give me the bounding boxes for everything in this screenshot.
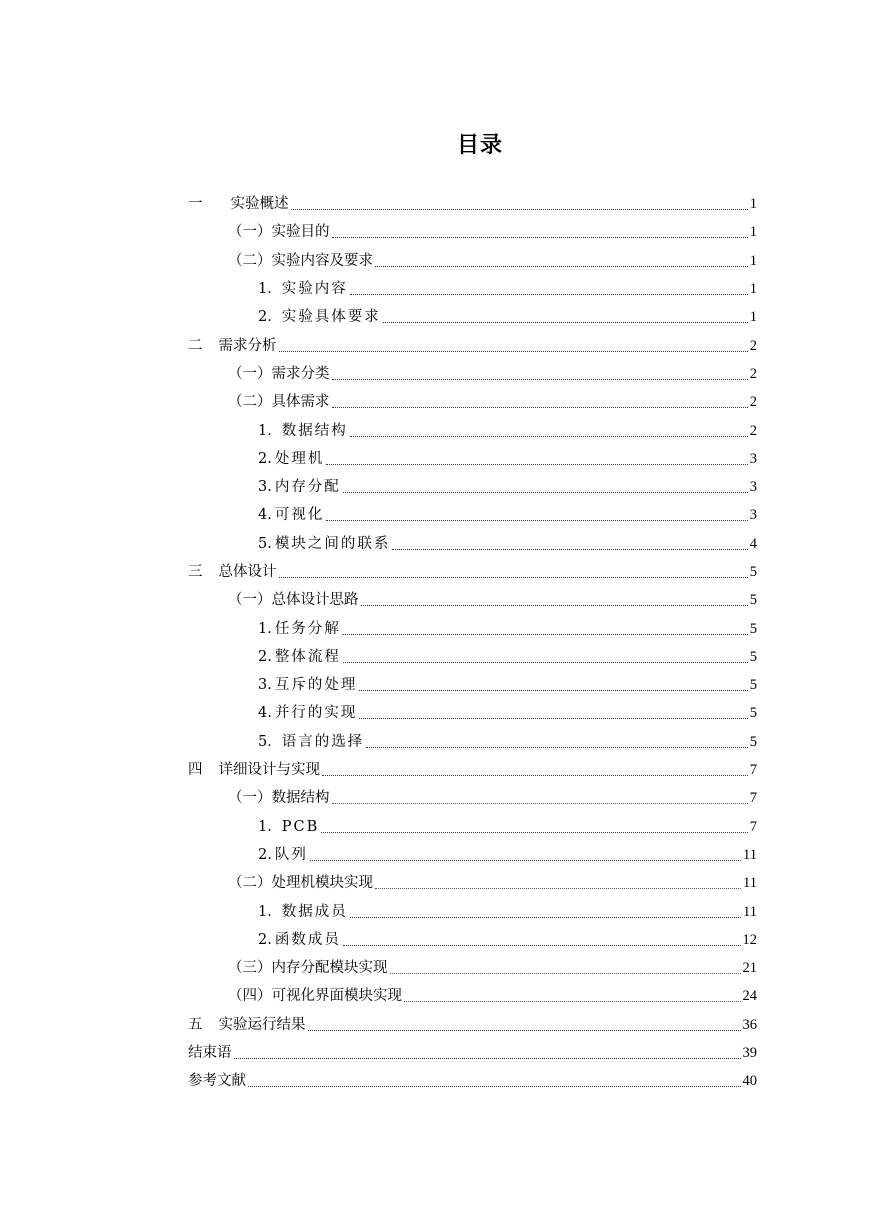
toc-entry[interactable] bbox=[188, 275, 757, 303]
toc-entry-number: 4. bbox=[258, 705, 272, 722]
toc-page-number: 2 bbox=[749, 337, 757, 354]
toc-entry-text: 具体需求 bbox=[271, 394, 330, 411]
toc-entry-label bbox=[188, 195, 291, 213]
toc-dot-leader bbox=[279, 576, 748, 578]
toc-entry[interactable] bbox=[188, 586, 757, 614]
toc-entry-number: 1． bbox=[258, 281, 282, 298]
toc-entry-number: 2. bbox=[258, 648, 272, 665]
toc-entry-label bbox=[228, 874, 375, 892]
toc-page-number: 3 bbox=[749, 507, 757, 524]
toc-entry[interactable] bbox=[188, 784, 757, 812]
toc-entry[interactable] bbox=[188, 643, 757, 671]
toc-entry-label bbox=[258, 280, 350, 298]
toc-entry-label bbox=[258, 422, 350, 440]
toc-entry-label bbox=[258, 506, 326, 524]
toc-entry-text: 内存分配 bbox=[274, 479, 341, 496]
toc-entry[interactable] bbox=[188, 614, 757, 642]
toc-entry-text: 模块之间的联系 bbox=[274, 535, 391, 552]
toc-entry[interactable] bbox=[188, 218, 757, 246]
toc-entry-label bbox=[188, 761, 322, 779]
toc-entry[interactable] bbox=[188, 247, 757, 275]
toc-page-number: 5 bbox=[749, 648, 757, 665]
toc-entry-text: 处理机 bbox=[274, 450, 325, 467]
toc-page-number: 2 bbox=[749, 422, 757, 439]
toc-entry-number: 2. bbox=[258, 450, 272, 467]
toc-entry-label bbox=[188, 563, 279, 581]
toc-page-number: 5 bbox=[749, 677, 757, 694]
toc-entry-number: （二） bbox=[228, 252, 272, 269]
toc-page-number: 12 bbox=[742, 931, 757, 948]
toc-entry-number: 一 bbox=[188, 196, 203, 213]
toc-entry-label bbox=[228, 959, 390, 977]
toc-page-number: 5 bbox=[749, 705, 757, 722]
toc-dot-leader bbox=[326, 463, 747, 465]
toc-entry-text: 结束语 bbox=[188, 1045, 232, 1062]
toc-entry[interactable] bbox=[188, 869, 757, 897]
toc-entry[interactable] bbox=[188, 190, 757, 218]
toc-dot-leader bbox=[375, 887, 741, 889]
toc-entry-number: 5. bbox=[258, 535, 272, 552]
toc-entry[interactable] bbox=[188, 473, 757, 501]
toc-entry-text: 函数成员 bbox=[274, 931, 341, 948]
toc-dot-leader bbox=[383, 321, 748, 323]
toc-entry[interactable] bbox=[188, 1011, 757, 1039]
toc-page-number: 5 bbox=[749, 620, 757, 637]
toc-dot-leader bbox=[234, 1057, 741, 1059]
toc-entry-label bbox=[258, 818, 321, 836]
toc-entry-number: （一） bbox=[228, 365, 272, 382]
toc-entry-text: 任务分解 bbox=[274, 620, 341, 637]
toc-entry-text: 实验目的 bbox=[271, 224, 330, 241]
toc-dot-leader bbox=[332, 802, 748, 804]
toc-entry-text: 详细设计与实现 bbox=[218, 762, 320, 779]
toc-entry-number: （一） bbox=[228, 790, 272, 807]
toc-entry[interactable] bbox=[188, 671, 757, 699]
toc-entry-number: 1． bbox=[258, 818, 282, 835]
toc-page-number: 2 bbox=[749, 394, 757, 411]
toc-entry-text: 实验内容 bbox=[281, 281, 348, 298]
toc-dot-leader bbox=[350, 916, 741, 918]
toc-entry[interactable] bbox=[188, 982, 757, 1010]
toc-dot-leader bbox=[343, 633, 748, 635]
toc-page-number: 1 bbox=[749, 224, 757, 241]
toc-entry-text: 需求分类 bbox=[271, 365, 330, 382]
toc-entry[interactable] bbox=[188, 331, 757, 359]
toc-dot-leader bbox=[310, 859, 741, 861]
toc-entry-label bbox=[258, 620, 343, 638]
toc-entry-label bbox=[258, 931, 343, 949]
toc-page-number: 36 bbox=[742, 1016, 757, 1033]
toc-entry[interactable] bbox=[188, 897, 757, 925]
toc-entry-text: 可视化 bbox=[274, 507, 325, 524]
toc-entry-text: 语言的选择 bbox=[281, 733, 365, 750]
toc-entry-number: 五 bbox=[188, 1016, 203, 1033]
toc-dot-leader bbox=[366, 746, 748, 748]
toc-dot-leader bbox=[350, 293, 748, 295]
toc-entry-text: PCB bbox=[281, 818, 320, 835]
toc-dot-leader bbox=[308, 1029, 741, 1031]
toc-entry-number: 二 bbox=[188, 337, 203, 354]
toc-entry-label bbox=[258, 308, 383, 326]
toc-entry[interactable] bbox=[188, 1067, 757, 1095]
toc-entry-number: 5． bbox=[258, 733, 282, 750]
toc-entry-label bbox=[258, 704, 359, 722]
toc-entry[interactable] bbox=[188, 501, 757, 529]
toc-dot-leader bbox=[390, 972, 741, 974]
toc-page-number: 7 bbox=[749, 762, 757, 779]
toc-dot-leader bbox=[279, 350, 748, 352]
toc-entry-number: 2. bbox=[258, 931, 272, 948]
toc-entry-text: 并行的实现 bbox=[274, 705, 358, 722]
toc-entry-number: （四） bbox=[228, 988, 272, 1005]
toc-entry-number: （三） bbox=[228, 960, 272, 977]
toc-entry-label bbox=[188, 1072, 248, 1090]
toc-entry[interactable] bbox=[188, 813, 757, 841]
toc-page-number: 1 bbox=[749, 252, 757, 269]
toc-page-number: 5 bbox=[749, 564, 757, 580]
toc-entry[interactable] bbox=[188, 416, 757, 444]
toc-entry-text: 实验概述 bbox=[230, 196, 289, 213]
toc-entry[interactable] bbox=[188, 1039, 757, 1067]
toc-dot-leader bbox=[332, 236, 748, 238]
toc-page-number: 24 bbox=[742, 988, 757, 1005]
toc-entry[interactable] bbox=[188, 954, 757, 982]
toc-page-number: 3 bbox=[749, 479, 757, 496]
toc-entry-text: 队列 bbox=[274, 846, 308, 863]
toc-dot-leader bbox=[322, 774, 748, 776]
toc-page-number: 3 bbox=[749, 450, 757, 467]
toc-entry-number: 1． bbox=[258, 903, 282, 920]
toc-entry-number: 2． bbox=[258, 309, 282, 326]
toc-page-number: 40 bbox=[742, 1073, 757, 1090]
toc-entry-text: 总体设计思路 bbox=[271, 592, 359, 609]
toc-entry-label bbox=[228, 393, 332, 411]
toc-dot-leader bbox=[343, 491, 748, 493]
toc-entry-text: 参考文献 bbox=[188, 1073, 246, 1090]
toc-entry-text: 互斥的处理 bbox=[274, 677, 358, 694]
toc-entry-text: 可视化界面模块实现 bbox=[271, 988, 402, 1005]
toc-entry-label bbox=[258, 846, 310, 864]
toc-entry[interactable] bbox=[188, 756, 757, 784]
toc-entry-text: 实验运行结果 bbox=[218, 1016, 306, 1033]
toc-page-number: 5 bbox=[749, 592, 757, 609]
toc-list bbox=[188, 190, 757, 1096]
toc-dot-leader bbox=[343, 944, 741, 946]
toc-entry-text: 总体设计 bbox=[218, 564, 277, 580]
toc-entry-number: （二） bbox=[228, 875, 272, 892]
toc-entry-label bbox=[228, 223, 332, 241]
toc-entry-number: （二） bbox=[228, 394, 272, 411]
toc-entry[interactable] bbox=[188, 699, 757, 727]
toc-page-number: 21 bbox=[742, 960, 757, 977]
toc-entry-text: 实验具体要求 bbox=[281, 309, 381, 326]
toc-entry[interactable] bbox=[188, 530, 757, 558]
toc-page-number: 2 bbox=[749, 365, 757, 382]
toc-dot-leader bbox=[404, 1000, 741, 1002]
toc-page-number: 7 bbox=[749, 818, 757, 835]
toc-dot-leader bbox=[359, 717, 747, 719]
toc-dot-leader bbox=[291, 208, 748, 210]
toc-entry[interactable] bbox=[188, 388, 757, 416]
toc-page-number: 11 bbox=[743, 903, 757, 920]
toc-entry-text: 数据结构 bbox=[271, 790, 330, 807]
toc-entry-number: 三 bbox=[188, 564, 203, 580]
toc-entry-label bbox=[258, 648, 343, 666]
toc-dot-leader bbox=[375, 265, 748, 267]
toc-entry-label bbox=[258, 478, 343, 496]
toc-entry-text: 内存分配模块实现 bbox=[271, 960, 388, 977]
toc-entry[interactable] bbox=[188, 926, 757, 954]
toc-entry-text: 处理机模块实现 bbox=[271, 875, 373, 892]
toc-entry-text: 数据成员 bbox=[281, 903, 348, 920]
toc-entry[interactable] bbox=[188, 360, 757, 388]
toc-page-number: 1 bbox=[749, 196, 757, 213]
toc-dot-leader bbox=[361, 604, 748, 606]
toc-entry-number: 四 bbox=[188, 762, 203, 779]
toc-page-number: 1 bbox=[749, 309, 757, 326]
toc-page-number: 4 bbox=[749, 535, 757, 552]
toc-dot-leader bbox=[321, 831, 748, 833]
toc-entry-label bbox=[258, 450, 326, 468]
toc-entry-text: 需求分析 bbox=[218, 337, 277, 354]
toc-page-number: 7 bbox=[749, 790, 757, 807]
toc-entry[interactable] bbox=[188, 728, 757, 756]
toc-entry-label bbox=[188, 1044, 234, 1062]
toc-entry-label bbox=[258, 903, 350, 921]
toc-page-number: 11 bbox=[743, 875, 757, 892]
toc-entry-number: 1. bbox=[258, 620, 272, 637]
toc-entry-label bbox=[228, 789, 332, 807]
toc-dot-leader bbox=[350, 435, 748, 437]
toc-entry-label bbox=[258, 733, 366, 751]
toc-dot-leader bbox=[326, 519, 747, 521]
toc-entry-label bbox=[258, 535, 392, 553]
toc-dot-leader bbox=[332, 406, 748, 408]
toc-entry-number: 4. bbox=[258, 507, 272, 524]
toc-entry-number: 3. bbox=[258, 677, 272, 694]
toc-entry-text: 数据结构 bbox=[281, 422, 348, 439]
toc-entry-label bbox=[258, 676, 359, 694]
toc-page-number: 39 bbox=[742, 1045, 757, 1062]
toc-dot-leader bbox=[343, 661, 748, 663]
toc-page-number: 11 bbox=[743, 846, 757, 863]
toc-entry-number: 1． bbox=[258, 422, 282, 439]
toc-entry-label bbox=[188, 1016, 308, 1034]
toc-entry-number: （一） bbox=[228, 224, 272, 241]
toc-title: 目录 bbox=[456, 133, 503, 158]
toc-page-number: 5 bbox=[749, 733, 757, 750]
toc-entry[interactable] bbox=[188, 841, 757, 869]
toc-entry-label bbox=[188, 337, 279, 355]
toc-entry-number: （一） bbox=[228, 592, 272, 609]
toc-dot-leader bbox=[248, 1085, 741, 1087]
toc-entry-text: 整体流程 bbox=[274, 648, 341, 665]
toc-entry[interactable] bbox=[188, 445, 757, 473]
toc-entry-label bbox=[228, 365, 332, 383]
toc-entry-text: 实验内容及要求 bbox=[271, 252, 373, 269]
toc-entry-number: 3. bbox=[258, 479, 272, 496]
toc-entry[interactable] bbox=[188, 303, 757, 331]
toc-dot-leader bbox=[332, 378, 748, 380]
toc-entry-label bbox=[228, 591, 361, 609]
toc-entry-label bbox=[228, 987, 404, 1005]
toc-dot-leader bbox=[392, 548, 747, 550]
toc-dot-leader bbox=[359, 689, 747, 691]
toc-entry-number: 2. bbox=[258, 846, 272, 863]
toc-entry[interactable] bbox=[188, 558, 757, 586]
toc-page-number: 1 bbox=[749, 281, 757, 298]
toc-entry-label bbox=[228, 252, 375, 270]
